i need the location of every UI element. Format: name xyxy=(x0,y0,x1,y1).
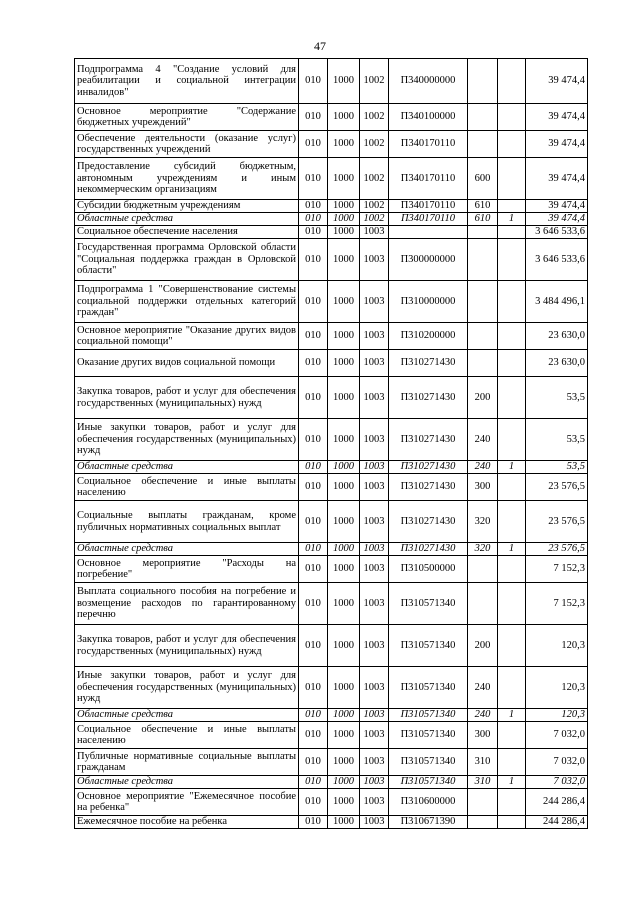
cell-section: 1000 xyxy=(328,158,360,200)
cell-target-article: П310571340 xyxy=(389,749,468,776)
cell-expense-type xyxy=(468,583,498,625)
cell-subsection: 1003 xyxy=(360,556,389,583)
row-name: Государственная программа Орловской области "Социальная поддержка граждан в Орловской области" xyxy=(75,239,299,281)
cell-grbs: 010 xyxy=(299,59,328,104)
cell-subsection: 1003 xyxy=(360,722,389,749)
cell-expense-type xyxy=(468,59,498,104)
row-name: Ежемесячное пособие на ребенка xyxy=(75,816,299,829)
table-row xyxy=(75,625,588,667)
cell-target-article: П310600000 xyxy=(389,789,468,816)
cell-expense-type: 200 xyxy=(468,625,498,667)
cell-section: 1000 xyxy=(328,323,360,350)
row-name: Социальное обеспечение населения xyxy=(75,226,299,239)
cell-expense-type: 310 xyxy=(468,749,498,776)
cell-section: 1000 xyxy=(328,709,360,722)
cell-funding-source xyxy=(498,474,526,501)
cell-amount: 39 474,4 xyxy=(526,131,588,158)
cell-section: 1000 xyxy=(328,776,360,789)
row-name: Социальные выплаты гражданам, кроме публичных нормативных социальных выплат xyxy=(75,501,299,543)
cell-funding-source xyxy=(498,816,526,829)
cell-expense-type xyxy=(468,323,498,350)
cell-amount: 53,5 xyxy=(526,377,588,419)
cell-target-article: П310571340 xyxy=(389,583,468,625)
cell-amount: 23 576,5 xyxy=(526,543,588,556)
cell-target-article: П310500000 xyxy=(389,556,468,583)
table-row xyxy=(75,59,588,104)
cell-funding-source xyxy=(498,625,526,667)
cell-expense-type: 310 xyxy=(468,776,498,789)
row-name: Социальное обеспечение и иные выплаты населению xyxy=(75,474,299,501)
cell-amount: 23 630,0 xyxy=(526,350,588,377)
row-name: Социальное обеспечение и иные выплаты населению xyxy=(75,722,299,749)
table-row xyxy=(75,474,588,501)
cell-amount: 23 576,5 xyxy=(526,501,588,543)
cell-funding-source xyxy=(498,200,526,213)
cell-expense-type xyxy=(468,104,498,131)
cell-grbs: 010 xyxy=(299,749,328,776)
cell-grbs: 010 xyxy=(299,419,328,461)
cell-subsection: 1003 xyxy=(360,749,389,776)
cell-grbs: 010 xyxy=(299,350,328,377)
cell-funding-source xyxy=(498,281,526,323)
cell-subsection: 1002 xyxy=(360,131,389,158)
cell-funding-source xyxy=(498,419,526,461)
row-name: Закупка товаров, работ и услуг для обеспечения государственных (муниципальных) нужд xyxy=(75,625,299,667)
cell-target-article: П310200000 xyxy=(389,323,468,350)
cell-expense-type xyxy=(468,789,498,816)
cell-funding-source xyxy=(498,583,526,625)
table-row xyxy=(75,667,588,709)
cell-section: 1000 xyxy=(328,377,360,419)
cell-funding-source xyxy=(498,722,526,749)
cell-grbs: 010 xyxy=(299,556,328,583)
cell-subsection: 1003 xyxy=(360,474,389,501)
cell-grbs: 010 xyxy=(299,709,328,722)
cell-target-article: П340170110 xyxy=(389,213,468,226)
table-row xyxy=(75,323,588,350)
cell-funding-source xyxy=(498,226,526,239)
cell-amount: 120,3 xyxy=(526,667,588,709)
cell-funding-source: 1 xyxy=(498,461,526,474)
cell-subsection: 1002 xyxy=(360,59,389,104)
row-name: Субсидии бюджетным учреждениям xyxy=(75,200,299,213)
cell-target-article: П300000000 xyxy=(389,239,468,281)
table-row xyxy=(75,461,588,474)
cell-grbs: 010 xyxy=(299,543,328,556)
cell-funding-source xyxy=(498,59,526,104)
cell-subsection: 1003 xyxy=(360,461,389,474)
cell-expense-type xyxy=(468,131,498,158)
cell-amount: 7 032,0 xyxy=(526,776,588,789)
cell-grbs: 010 xyxy=(299,625,328,667)
cell-section: 1000 xyxy=(328,131,360,158)
cell-subsection: 1003 xyxy=(360,377,389,419)
cell-section: 1000 xyxy=(328,461,360,474)
cell-section: 1000 xyxy=(328,59,360,104)
cell-amount: 120,3 xyxy=(526,709,588,722)
table-row xyxy=(75,749,588,776)
table-row xyxy=(75,789,588,816)
table-row xyxy=(75,104,588,131)
cell-subsection: 1002 xyxy=(360,200,389,213)
table-row xyxy=(75,213,588,226)
row-name: Основное мероприятие "Ежемесячное пособие на ребенка" xyxy=(75,789,299,816)
cell-grbs: 010 xyxy=(299,474,328,501)
cell-expense-type: 300 xyxy=(468,722,498,749)
row-name: Иные закупки товаров, работ и услуг для обеспечения государственных (муниципальных) нужд xyxy=(75,419,299,461)
table-row xyxy=(75,226,588,239)
row-name: Публичные нормативные социальные выплаты гражданам xyxy=(75,749,299,776)
cell-section: 1000 xyxy=(328,350,360,377)
cell-section: 1000 xyxy=(328,625,360,667)
cell-section: 1000 xyxy=(328,474,360,501)
cell-funding-source xyxy=(498,501,526,543)
table-row xyxy=(75,377,588,419)
table-row xyxy=(75,131,588,158)
cell-section: 1000 xyxy=(328,104,360,131)
cell-expense-type: 200 xyxy=(468,377,498,419)
cell-grbs: 010 xyxy=(299,213,328,226)
cell-target-article: П310271430 xyxy=(389,474,468,501)
cell-expense-type xyxy=(468,350,498,377)
cell-section: 1000 xyxy=(328,213,360,226)
cell-grbs: 010 xyxy=(299,158,328,200)
cell-subsection: 1003 xyxy=(360,543,389,556)
cell-expense-type: 320 xyxy=(468,501,498,543)
cell-amount: 39 474,4 xyxy=(526,213,588,226)
table-row xyxy=(75,158,588,200)
row-name: Иные закупки товаров, работ и услуг для обеспечения государственных (муниципальных) нужд xyxy=(75,667,299,709)
cell-subsection: 1003 xyxy=(360,776,389,789)
cell-amount: 244 286,4 xyxy=(526,816,588,829)
cell-expense-type: 240 xyxy=(468,461,498,474)
cell-target-article: П310271430 xyxy=(389,461,468,474)
cell-grbs: 010 xyxy=(299,816,328,829)
cell-amount: 120,3 xyxy=(526,625,588,667)
cell-subsection: 1002 xyxy=(360,213,389,226)
cell-grbs: 010 xyxy=(299,789,328,816)
table-row xyxy=(75,350,588,377)
row-name: Предоставление субсидий бюджетным, автономным учреждениям и иным некоммерческим организациям xyxy=(75,158,299,200)
cell-amount: 7 152,3 xyxy=(526,583,588,625)
table-row xyxy=(75,419,588,461)
cell-section: 1000 xyxy=(328,543,360,556)
cell-subsection: 1003 xyxy=(360,323,389,350)
row-name: Выплата социального пособия на погребение и возмещение расходов по гарантированному перечню xyxy=(75,583,299,625)
cell-target-article xyxy=(389,226,468,239)
cell-funding-source xyxy=(498,556,526,583)
cell-expense-type: 600 xyxy=(468,158,498,200)
cell-target-article: П310271430 xyxy=(389,543,468,556)
cell-expense-type: 320 xyxy=(468,543,498,556)
table-row xyxy=(75,722,588,749)
page-number: 47 xyxy=(314,39,326,53)
cell-grbs: 010 xyxy=(299,239,328,281)
cell-target-article: П310571340 xyxy=(389,625,468,667)
cell-target-article: П310571340 xyxy=(389,776,468,789)
cell-funding-source xyxy=(498,158,526,200)
cell-target-article: П340170110 xyxy=(389,131,468,158)
cell-expense-type: 240 xyxy=(468,709,498,722)
table-row xyxy=(75,709,588,722)
cell-target-article: П310571340 xyxy=(389,709,468,722)
cell-expense-type xyxy=(468,816,498,829)
cell-amount: 39 474,4 xyxy=(526,200,588,213)
row-name: Областные средства xyxy=(75,461,299,474)
cell-expense-type: 610 xyxy=(468,200,498,213)
cell-subsection: 1002 xyxy=(360,158,389,200)
cell-target-article: П310671390 xyxy=(389,816,468,829)
cell-funding-source: 1 xyxy=(498,213,526,226)
row-name: Областные средства xyxy=(75,543,299,556)
cell-section: 1000 xyxy=(328,226,360,239)
cell-subsection: 1003 xyxy=(360,667,389,709)
cell-subsection: 1003 xyxy=(360,501,389,543)
cell-grbs: 010 xyxy=(299,377,328,419)
cell-grbs: 010 xyxy=(299,501,328,543)
row-name: Подпрограмма 4 "Создание условий для реабилитации и социальной интеграции инвалидов" xyxy=(75,59,299,104)
cell-grbs: 010 xyxy=(299,104,328,131)
table-row xyxy=(75,200,588,213)
cell-amount: 244 286,4 xyxy=(526,789,588,816)
cell-funding-source xyxy=(498,749,526,776)
cell-grbs: 010 xyxy=(299,226,328,239)
cell-target-article: П340100000 xyxy=(389,104,468,131)
cell-target-article: П310000000 xyxy=(389,281,468,323)
cell-subsection: 1003 xyxy=(360,816,389,829)
cell-subsection: 1003 xyxy=(360,583,389,625)
cell-amount: 53,5 xyxy=(526,419,588,461)
row-name: Обеспечение деятельности (оказание услуг) государственных учреждений xyxy=(75,131,299,158)
cell-amount: 39 474,4 xyxy=(526,59,588,104)
row-name: Областные средства xyxy=(75,709,299,722)
cell-grbs: 010 xyxy=(299,200,328,213)
cell-amount: 23 630,0 xyxy=(526,323,588,350)
cell-target-article: П340170110 xyxy=(389,200,468,213)
cell-amount: 7 032,0 xyxy=(526,722,588,749)
row-name: Областные средства xyxy=(75,213,299,226)
cell-target-article: П310271430 xyxy=(389,377,468,419)
cell-expense-type xyxy=(468,556,498,583)
cell-target-article: П310571340 xyxy=(389,667,468,709)
cell-expense-type: 240 xyxy=(468,667,498,709)
cell-expense-type xyxy=(468,226,498,239)
cell-funding-source xyxy=(498,131,526,158)
cell-expense-type: 610 xyxy=(468,213,498,226)
cell-subsection: 1003 xyxy=(360,281,389,323)
cell-section: 1000 xyxy=(328,419,360,461)
cell-amount: 3 646 533,6 xyxy=(526,239,588,281)
cell-expense-type: 240 xyxy=(468,419,498,461)
cell-grbs: 010 xyxy=(299,722,328,749)
cell-subsection: 1003 xyxy=(360,239,389,281)
cell-section: 1000 xyxy=(328,501,360,543)
cell-target-article: П310271430 xyxy=(389,350,468,377)
cell-section: 1000 xyxy=(328,281,360,323)
table-row xyxy=(75,281,588,323)
cell-amount: 7 152,3 xyxy=(526,556,588,583)
cell-subsection: 1003 xyxy=(360,709,389,722)
cell-funding-source xyxy=(498,377,526,419)
table-row xyxy=(75,556,588,583)
cell-funding-source: 1 xyxy=(498,776,526,789)
table-row xyxy=(75,776,588,789)
row-name: Основное мероприятие "Содержание бюджетных учреждений" xyxy=(75,104,299,131)
cell-target-article: П310571340 xyxy=(389,722,468,749)
cell-amount: 39 474,4 xyxy=(526,104,588,131)
table-row xyxy=(75,239,588,281)
cell-target-article: П310271430 xyxy=(389,419,468,461)
cell-target-article: П340000000 xyxy=(389,59,468,104)
cell-funding-source: 1 xyxy=(498,543,526,556)
table-row xyxy=(75,543,588,556)
cell-subsection: 1003 xyxy=(360,625,389,667)
cell-expense-type xyxy=(468,239,498,281)
cell-grbs: 010 xyxy=(299,583,328,625)
cell-section: 1000 xyxy=(328,667,360,709)
cell-grbs: 010 xyxy=(299,776,328,789)
cell-amount: 23 576,5 xyxy=(526,474,588,501)
cell-section: 1000 xyxy=(328,749,360,776)
cell-subsection: 1003 xyxy=(360,419,389,461)
cell-amount: 7 032,0 xyxy=(526,749,588,776)
cell-expense-type xyxy=(468,281,498,323)
budget-table xyxy=(74,58,588,829)
row-name: Областные средства xyxy=(75,776,299,789)
table-row xyxy=(75,583,588,625)
table-row xyxy=(75,501,588,543)
cell-section: 1000 xyxy=(328,200,360,213)
cell-amount: 3 484 496,1 xyxy=(526,281,588,323)
cell-subsection: 1003 xyxy=(360,350,389,377)
cell-funding-source xyxy=(498,104,526,131)
cell-target-article: П340170110 xyxy=(389,158,468,200)
cell-funding-source: 1 xyxy=(498,709,526,722)
cell-funding-source xyxy=(498,350,526,377)
row-name: Основное мероприятие "Расходы на погребение" xyxy=(75,556,299,583)
cell-subsection: 1003 xyxy=(360,226,389,239)
cell-section: 1000 xyxy=(328,816,360,829)
table-row xyxy=(75,816,588,829)
cell-funding-source xyxy=(498,667,526,709)
cell-funding-source xyxy=(498,239,526,281)
cell-section: 1000 xyxy=(328,722,360,749)
cell-funding-source xyxy=(498,789,526,816)
cell-amount: 53,5 xyxy=(526,461,588,474)
cell-subsection: 1002 xyxy=(360,104,389,131)
cell-section: 1000 xyxy=(328,789,360,816)
cell-amount: 39 474,4 xyxy=(526,158,588,200)
cell-section: 1000 xyxy=(328,583,360,625)
row-name: Закупка товаров, работ и услуг для обеспечения государственных (муниципальных) нужд xyxy=(75,377,299,419)
cell-section: 1000 xyxy=(328,239,360,281)
cell-grbs: 010 xyxy=(299,281,328,323)
cell-target-article: П310271430 xyxy=(389,501,468,543)
cell-grbs: 010 xyxy=(299,461,328,474)
cell-grbs: 010 xyxy=(299,323,328,350)
cell-grbs: 010 xyxy=(299,131,328,158)
cell-subsection: 1003 xyxy=(360,789,389,816)
cell-section: 1000 xyxy=(328,556,360,583)
row-name: Подпрограмма 1 "Совершенствование системы социальной поддержки отдельных категорий граждан" xyxy=(75,281,299,323)
cell-expense-type: 300 xyxy=(468,474,498,501)
row-name: Оказание других видов социальной помощи xyxy=(75,350,299,377)
cell-funding-source xyxy=(498,323,526,350)
row-name: Основное мероприятие "Оказание других видов социальной помощи" xyxy=(75,323,299,350)
cell-grbs: 010 xyxy=(299,667,328,709)
cell-amount: 3 646 533,6 xyxy=(526,226,588,239)
